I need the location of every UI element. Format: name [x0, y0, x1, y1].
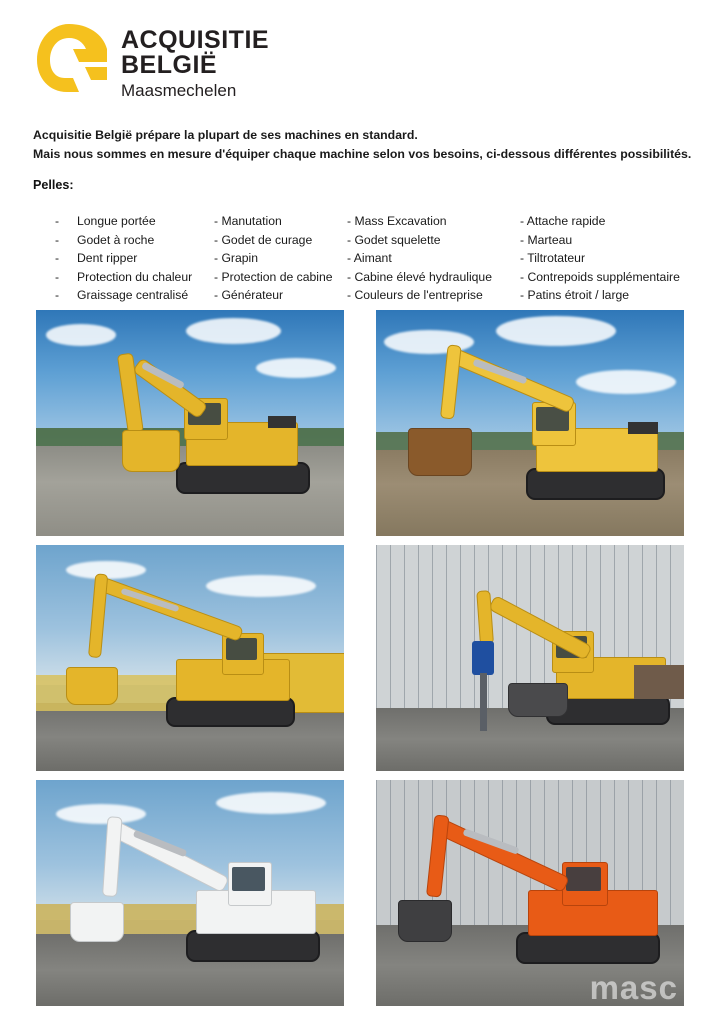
- logo-line-2: BELGIË: [121, 51, 218, 79]
- option-dash: -: [55, 214, 60, 228]
- option-cell: - Générateur: [214, 288, 284, 302]
- cab-glass: [566, 867, 601, 891]
- arm: [102, 816, 123, 897]
- counterweight: [268, 416, 296, 428]
- excavator: [36, 545, 344, 771]
- options-row: [47, 249, 707, 268]
- excavator: [376, 545, 684, 771]
- counterweight: [628, 422, 658, 434]
- track: [516, 932, 660, 964]
- logo-wordmark: [121, 22, 269, 102]
- gallery-photo-3: [36, 545, 344, 771]
- intro-line-1: Acquisitie België prépare la plupart de ses machines en standard.: [33, 128, 418, 142]
- option-cell: Dent ripper: [77, 251, 138, 265]
- option-dash: -: [55, 288, 60, 302]
- option-cell: - Godet squelette: [347, 232, 441, 247]
- options-row: [47, 268, 707, 287]
- logo-line-1: ACQUISITIE: [121, 26, 270, 54]
- gallery-photo-6: [376, 780, 684, 1006]
- photo-gallery: [36, 310, 691, 1006]
- option-cell: - Aimant: [347, 251, 392, 265]
- page-title: Pelles:: [33, 178, 74, 192]
- bucket: [122, 430, 180, 472]
- arm: [88, 573, 108, 658]
- option-cell: Graissage centralisé: [77, 288, 189, 302]
- option-cell: - Grapin: [214, 251, 259, 265]
- gallery-photo-1: [36, 310, 344, 536]
- track: [166, 697, 295, 727]
- option-dash: -: [55, 232, 60, 247]
- track: [186, 930, 320, 962]
- option-cell: - Godet de curage: [214, 232, 313, 247]
- intro-paragraph: [33, 126, 703, 164]
- option-dash: -: [55, 269, 60, 284]
- options-row: [47, 286, 707, 305]
- logo-mark-icon: [33, 22, 111, 96]
- option-cell: - Attache rapide: [520, 214, 606, 228]
- watermark: masc: [589, 969, 678, 1006]
- gallery-photo-2: [376, 310, 684, 536]
- option-cell: Longue portée: [77, 214, 156, 228]
- arm: [440, 344, 462, 419]
- bucket: [408, 428, 472, 476]
- track: [526, 468, 665, 500]
- cab-glass: [232, 867, 265, 891]
- options-row: [47, 212, 707, 231]
- logo-line-3: Maasmechelen: [121, 81, 237, 100]
- option-dash: -: [55, 251, 60, 265]
- gallery-photo-5: [36, 780, 344, 1006]
- excavator: [36, 310, 344, 536]
- arm: [476, 590, 494, 645]
- option-cell: - Patins étroit / large: [520, 288, 630, 302]
- bucket-on-ground: [508, 683, 568, 717]
- arm: [426, 814, 449, 897]
- option-cell: - Manutation: [214, 214, 282, 228]
- bucket: [70, 902, 124, 942]
- options-row: [47, 231, 707, 250]
- track: [176, 462, 310, 494]
- cab-glass: [226, 638, 257, 660]
- bucket: [398, 900, 452, 942]
- excavator: [376, 310, 684, 536]
- option-cell: - Couleurs de l'entreprise: [347, 288, 483, 302]
- company-logo: [33, 22, 269, 102]
- boom: [108, 820, 230, 893]
- hammer-chisel: [480, 673, 487, 731]
- bucket: [66, 667, 118, 705]
- intro-line-2: Mais nous sommes en mesure d'équiper chaque machine selon vos besoins, ci-dessous différentes possibilités.: [33, 147, 692, 161]
- option-cell: - Mass Excavation: [347, 214, 447, 228]
- option-cell: Protection du chaleur: [77, 269, 193, 284]
- option-cell: - Contrepoids supplémentaire: [520, 269, 680, 284]
- boom: [488, 595, 593, 661]
- boom: [448, 347, 576, 413]
- option-cell: - Protection de cabine: [214, 269, 333, 284]
- option-cell: - Tiltrotateur: [520, 251, 586, 265]
- excavator: [36, 780, 344, 1006]
- gallery-photo-4: [376, 545, 684, 771]
- options-table: [47, 212, 707, 305]
- option-cell: - Cabine élevé hydraulique: [347, 269, 492, 284]
- background-vehicle: [634, 665, 684, 699]
- hydraulic-hammer: [472, 641, 494, 675]
- option-cell: Godet à roche: [77, 232, 155, 247]
- option-cell: - Marteau: [520, 232, 573, 247]
- boom: [434, 818, 570, 893]
